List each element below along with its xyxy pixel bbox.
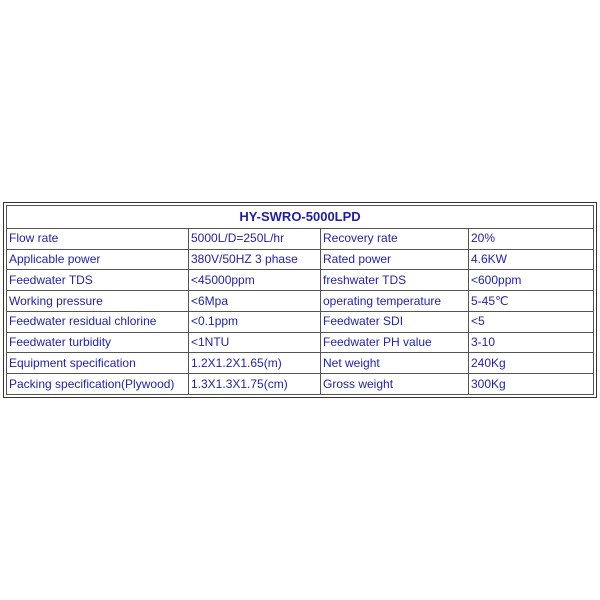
param-value: <600ppm	[469, 270, 594, 291]
param-label: Net weight	[321, 353, 469, 374]
param-label: Applicable power	[7, 249, 189, 270]
param-value: 3-10	[469, 332, 594, 353]
param-label: Feedwater PH value	[321, 332, 469, 353]
param-label: Feedwater residual chlorine	[7, 311, 189, 332]
param-value: 1.2X1.2X1.65(m)	[189, 353, 321, 374]
spec-table-frame	[3, 202, 597, 398]
param-label: Equipment specification	[7, 353, 189, 374]
param-value: 380V/50HZ 3 phase	[189, 249, 321, 270]
table-row	[7, 332, 594, 353]
param-label: operating temperature	[321, 291, 469, 312]
param-value: 20%	[469, 228, 594, 249]
param-value: <6Mpa	[189, 291, 321, 312]
param-value: 4.6KW	[469, 249, 594, 270]
spec-table	[6, 205, 594, 395]
param-value: 240Kg	[469, 353, 594, 374]
param-value: <5	[469, 311, 594, 332]
param-value: <45000ppm	[189, 270, 321, 291]
param-label: Flow rate	[7, 228, 189, 249]
param-value: 1.3X1.3X1.75(cm)	[189, 374, 321, 395]
param-label: Working pressure	[7, 291, 189, 312]
table-row	[7, 291, 594, 312]
table-row	[7, 353, 594, 374]
table-title-row	[7, 206, 594, 229]
param-value: <0.1ppm	[189, 311, 321, 332]
param-label: freshwater TDS	[321, 270, 469, 291]
table-row	[7, 270, 594, 291]
param-label: Packing specification(Plywood)	[7, 374, 189, 395]
table-row	[7, 311, 594, 332]
param-label: Feedwater SDI	[321, 311, 469, 332]
param-value: 300Kg	[469, 374, 594, 395]
table-title: HY-SWRO-5000LPD	[7, 206, 594, 229]
table-row	[7, 228, 594, 249]
param-label: Gross weight	[321, 374, 469, 395]
param-label: Feedwater turbidity	[7, 332, 189, 353]
param-label: Feedwater TDS	[7, 270, 189, 291]
table-row	[7, 249, 594, 270]
table-row	[7, 374, 594, 395]
param-value: 5-45℃	[469, 291, 594, 312]
param-label: Rated power	[321, 249, 469, 270]
param-value: 5000L/D=250L/hr	[189, 228, 321, 249]
param-label: Recovery rate	[321, 228, 469, 249]
param-value: <1NTU	[189, 332, 321, 353]
